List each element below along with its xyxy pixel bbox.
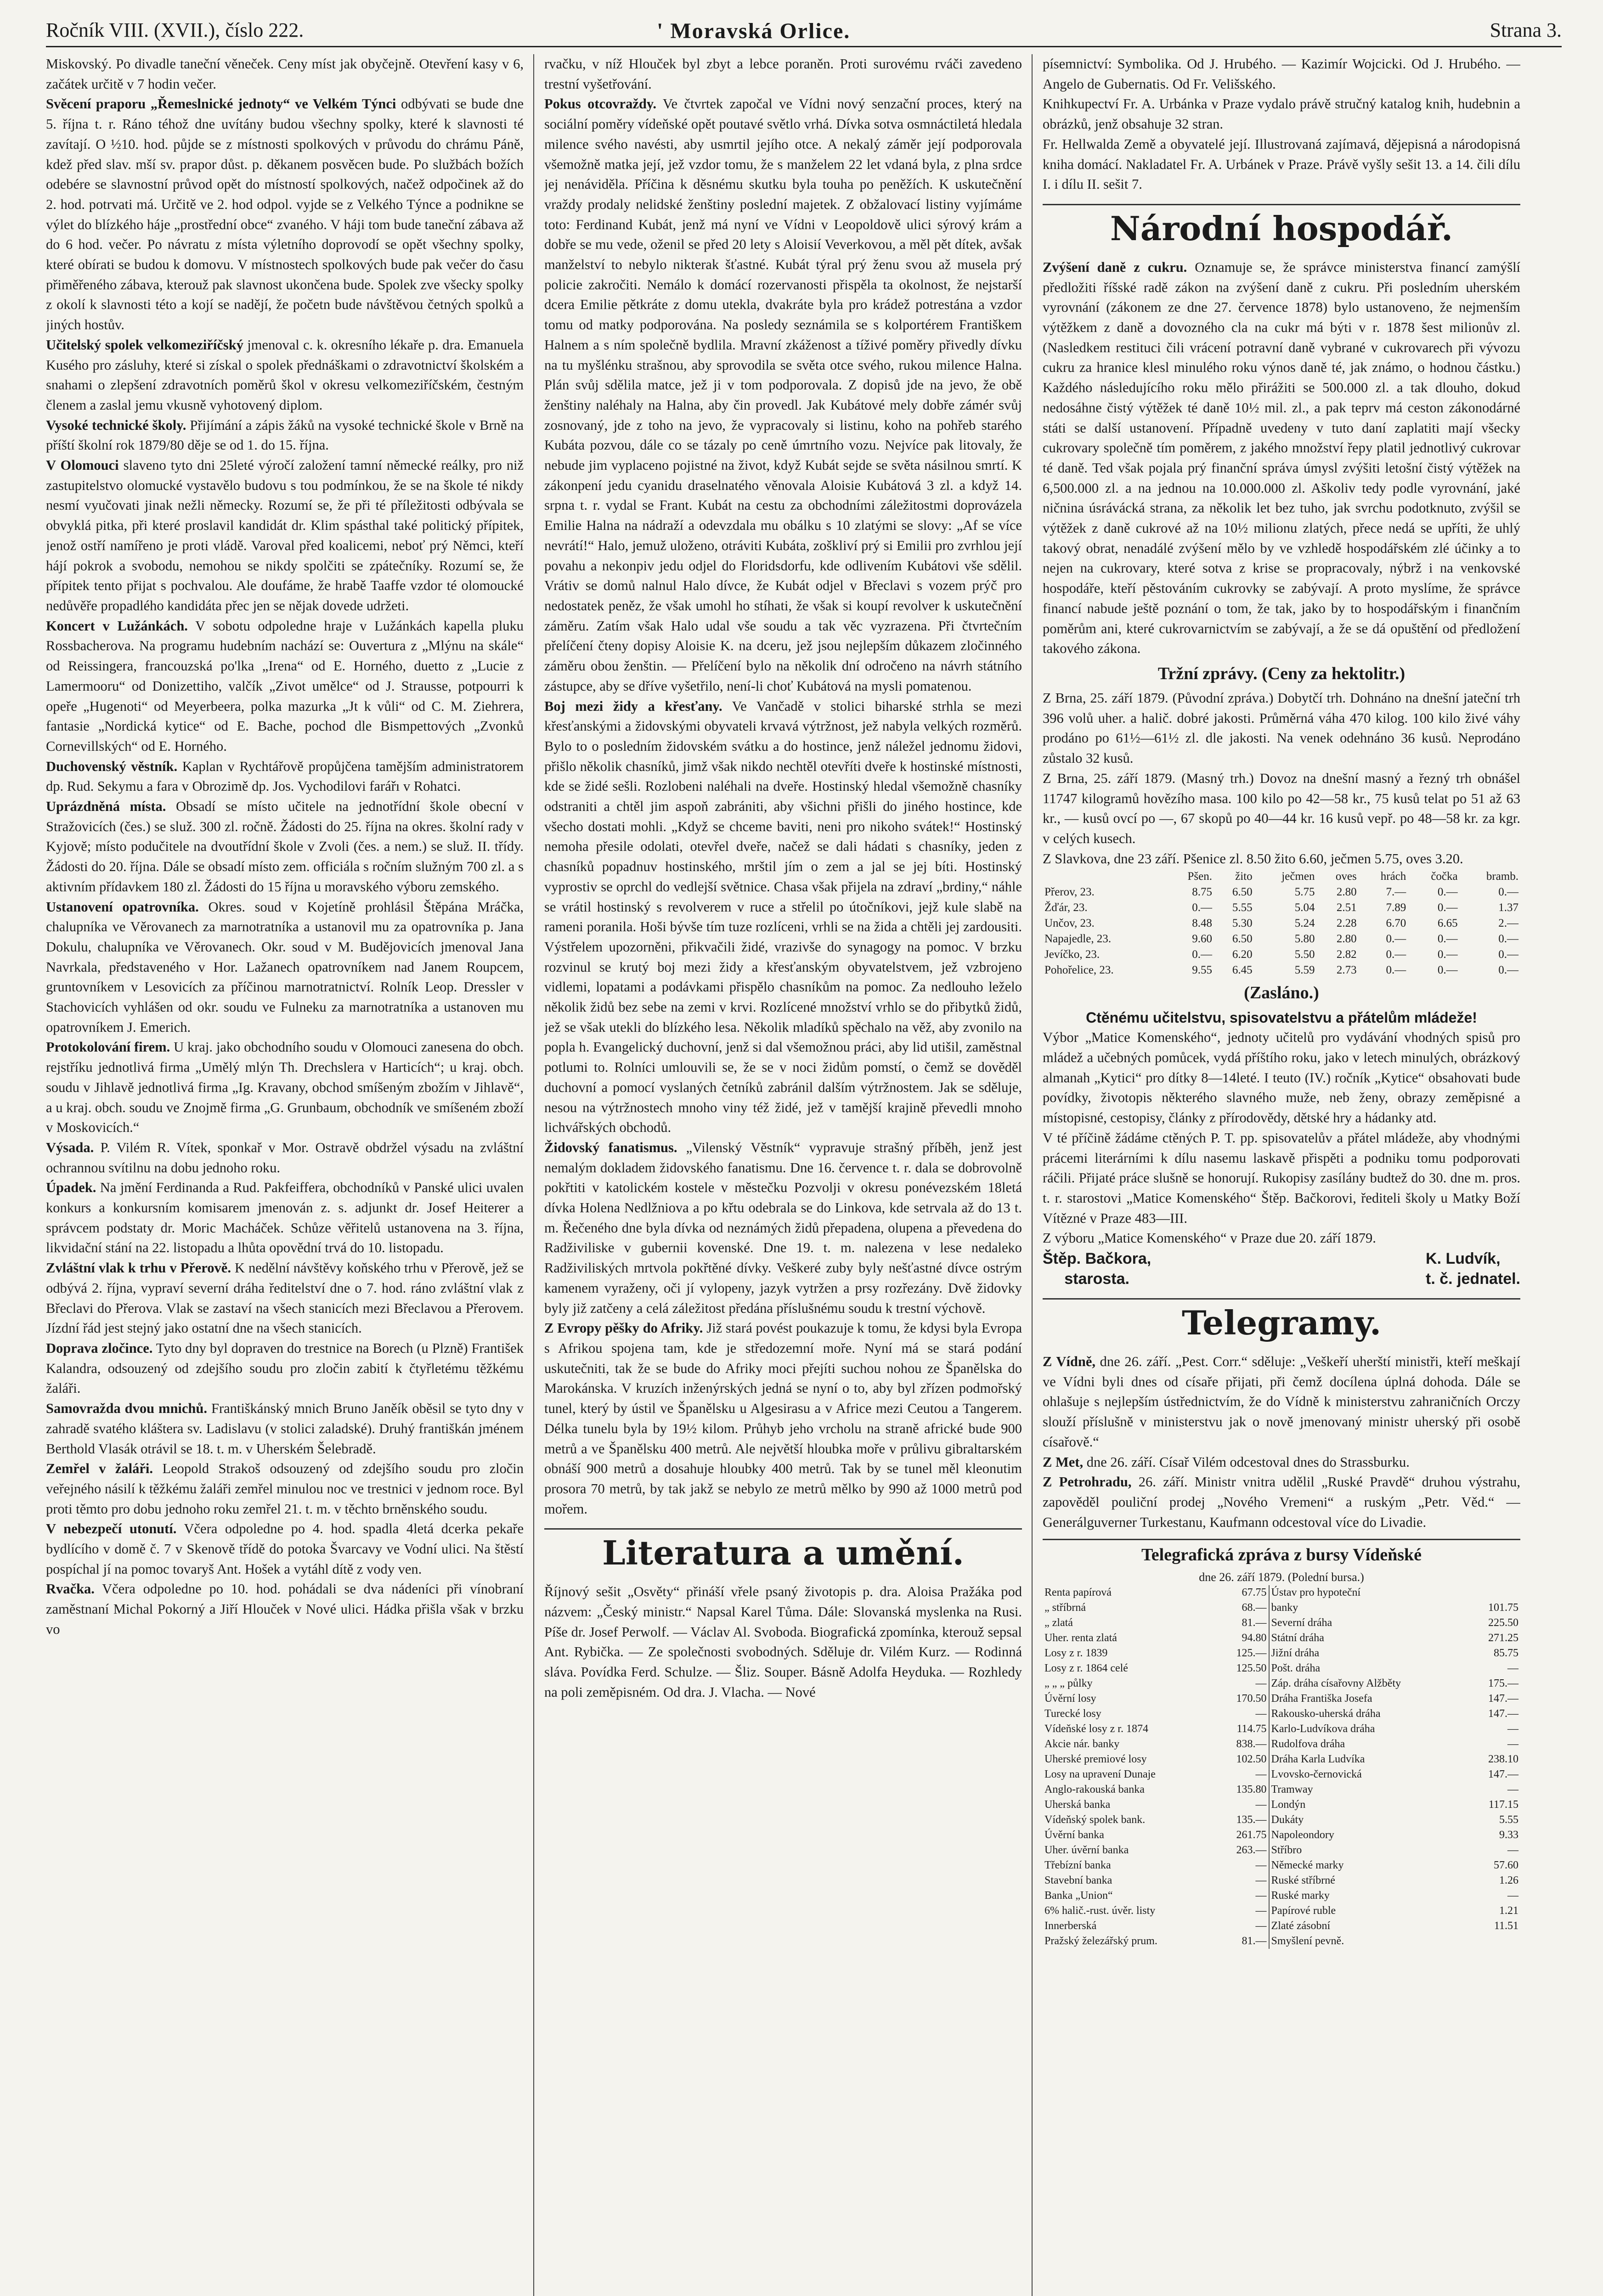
table-cell: Tramway — [1271, 1784, 1313, 1796]
article: Koncert v Lužánkách. V sobotu odpoledne hraje v Lužánkách kapella pluku Rossbacherova. Na programu hudebním nachází se: Ouvertura z „Mlýnu na skále“ od Reissingera, francouzská po'lka „Irena“ od E. Horného, duetto z „Lucie z Lamermooru“ od Donizettiho, valčík „Zivot umělce“ od J. Strausse, potpourri k opeře „Hugenoti“ od Meyerbeera, polka mazurka „Jt k vůli“ od C. M. Ziehrera, fantasie „Nordická kytice“ od E. Bache, pochod dle Bismpettových „Zvonků Cornevillských“ od E. Horného. — [46, 618, 524, 754]
article-title: V nebezpečí utonutí. — [46, 1521, 177, 1537]
table-cell: „ stříbrná — [1044, 1602, 1086, 1614]
table-row — [1043, 1585, 1520, 1600]
article-title: Zemřel v žaláři. — [46, 1461, 153, 1477]
table-row — [1043, 1691, 1520, 1706]
table-row — [1043, 1600, 1520, 1615]
newspaper-title: ' Moravská Orlice. — [657, 19, 851, 43]
article: Protokolování firem. U kraj. jako obchodního soudu v Olomouci zanesena do obch. rejstříku jednotlivá firma „Umělý mlýn Th. Drechslera v Harticích“; u kraj. obch. soudu v Jihlavě jednotlivá firma „Ig. Kravany, obchod smíšeným zbožím v Jihlavě“, a u kraj. obch. soudu ve Znojmě firma „G. Grunbaum, obchodník ve smíšeném zboží v Moskovicích.“ — [46, 1039, 524, 1136]
article-title: Ustanovení opatrovníka. — [46, 899, 199, 915]
table-row — [1043, 1631, 1520, 1646]
market-report: Z Brna, 25. září 1879. (Původní zpráva.) Dobytčí trh. Dohnáno na dnešní jateční trh 396 volů uher. a halič. dobré jakosti. Průměrná váha 470 kilog. 100 kilo živé váhy prodáno po 61½—61½ zl. dle jakosti. Na venek odehnáno 36 kusů. Neprodáno zůstalo 32 kusů. — [1043, 690, 1520, 766]
section-title-telegrams: Telegramy. — [1043, 1298, 1520, 1343]
table-cell: Stříbro — [1271, 1844, 1302, 1857]
table-row — [1043, 962, 1520, 978]
table-cell: Vídeňský spolek bank. — [1044, 1814, 1146, 1826]
table-row — [1043, 1676, 1520, 1691]
table-cell: Uher. renta zlatá — [1044, 1632, 1117, 1644]
table-cell: 6% halič.-rust. úvěr. listy — [1044, 1905, 1156, 1917]
article-title: Boj mezi židy a křesťany. — [544, 698, 722, 714]
table-cell: 1.37 — [1498, 901, 1518, 914]
article: Boj mezi židy a křesťany. Ve Vančadě v stolici biharské strhla se mezi křesťanskými a židovskými obyvateli krvavá výtržnost, jež nabyla velkých rozměrů. Bylo to o posledním židovském svátku a do hostince, jenž náležel jednomu židovi, přišlo několik chasníků, jimž však nikdo nechtěl otevříti dveře k hostinské místnosti, kde se židé sešli. Rozlobeni naléhali na dveře. Hostinský hledal všemožně chasníky odstraniti a chtěl jim aspoň zabrániti, aby všichni přišli do jiného hostince, kde všecho dostati mohli. „Když se chceme baviti, neni pro nikoho svátek!“ Hostinský nemoha přesile odolati, otevřel dveře, načež se dali hádati s chasníky, jeden z chasníků popadnuv hostinského, mrštil jím o zem a jal se jej bíti. Hostinský vyprostiv se oprchl do vedlejší světnice. Chasa však přijela na zdraví „brdiny,“ náhle se vrátil hostinský s revolverem v ruce a střelil po útočníkovi, jejž kule slabě na rameni poranila. Hoši bývše tím tuze rozlíceni, vrhli se na žida a chtěli jej zardousiti. Výstřelem upozorněni, přikvačili židé, vrazivše do synagogy na pomoc. V brzku rozvinul se krutý boj mezi židy a křesťanským obyvatelstvem, jež vzbrojeno vidlemi, lopatami a podávkami přispělo chasníkům na pomoc. Za nedlouho leželo několik židů bez sebe na zemi v krvi. Rozlícené množství vrhlo se do přibytků židů, jež se však utekli do blízkého lesa. Několik mladíků spěchalo na věž, aby zvonilo na popla h. Evangelický duchovní, jenž si dal všemožnou práci, aby lid utišil, zaměstnal potlumi to. Rolníci umlouvili se, že se v noci židům pomstí, o čemž se dověděl duchovní a pomocí vyslaných četníků zabránil dalším výtržnostem. Jak se sděluje, nesou na výtržnostech mnoho viny též židé, jež v tamější krajině převedli mnoho lichvářských obchodů. — [544, 698, 1022, 1136]
table-cell: 147.— — [1488, 1768, 1518, 1781]
telegram-place: Z Met, — [1043, 1454, 1084, 1470]
table-header-cell — [1043, 869, 1166, 884]
zaslano-subtitle: Ctěnému učitelstvu, spisovatelstvu a přátelům mládeže! — [1086, 1009, 1477, 1026]
table-cell: 117.15 — [1488, 1799, 1518, 1811]
table-cell: 225.50 — [1488, 1617, 1518, 1629]
table-cell: 0.— — [1437, 886, 1458, 899]
table-header-cell: bramb. — [1486, 870, 1518, 883]
table-row — [1043, 1858, 1520, 1873]
table-cell: 2.— — [1498, 917, 1518, 930]
article: Zvláštní vlak k trhu v Přerově. K nedělní návštěvy koňského trhu v Přerově, jež se odbývá 2. října, vypraví severní dráha ředitelství dne o 7. hod. ráno zvláštní vlak z Břeclavi do Přerova. Vlak se zastaví na všech stanicích mezi Břeclavou a Přerovem. Jízdní řád jest stejný jako ostatní dne na všech stanicích. — [46, 1260, 524, 1336]
table-cell: Třebízní banka — [1044, 1859, 1111, 1872]
article-title: Pokus otcovraždy. — [544, 96, 657, 112]
table-cell: Napoleondory — [1271, 1829, 1334, 1841]
table-cell: Uherské premiové losy — [1044, 1753, 1147, 1766]
table-cell: 170.50 — [1217, 1691, 1269, 1706]
table-cell: 1.26 — [1499, 1874, 1518, 1887]
bourse-subtitle: dne 26. září 1879. (Polední bursa.) — [1199, 1570, 1364, 1584]
table-cell: — — [1217, 1888, 1269, 1903]
table-row — [1043, 1888, 1520, 1903]
article: V té příčině žádáme ctěných P. T. pp. spisovatelův a přátel mládeže, aby vhodnými prácemi literárními k dílu nasemu laskavě přispěti a podniku tomu podporovati ráčili. Přijaté práce slušně se honorují. Rukopisy zasílány budtež do 30. dne m. pros. t. r. starostovi „Matice Komenského“ Štěp. Bačkorovi, řediteli školy u Matky Boží Vítězné v Praze 483—III. — [1043, 1130, 1520, 1226]
table-cell: 125.50 — [1217, 1661, 1269, 1676]
table-cell: 0.— — [1386, 948, 1406, 961]
article-title: Samovražda dvou mnichů. — [46, 1401, 207, 1417]
table-cell: 1.21 — [1499, 1905, 1518, 1917]
table-row — [1043, 1934, 1520, 1949]
table-cell: 2.82 — [1336, 948, 1357, 961]
table-row — [1043, 1919, 1520, 1934]
article: Duchovenský věstník. Kaplan v Rychtářově propůjčena tamějším administratorem dp. Rud. Sekymu a fara v Obrozimě dp. Jos. Vychodilovi farářı v Rohatci. — [46, 758, 524, 794]
telegram: Z Met, dne 26. září. Císař Vilém odcestoval dnes do Strassburku. — [1043, 1454, 1410, 1470]
table-cell: 2.28 — [1336, 917, 1357, 930]
column-rule — [533, 54, 534, 2296]
article: Pokus otcovraždy. Ve čtvrtek započal ve Vídni nový senzační proces, který na sociální poměry vídeňské opět poutavé světlo vrhá. Dívka sotva osmnáctiletá hledala milence svého navésti, aby usmrtil jejího otce. A nekalý záměr její podporovala všemožně matka její, jež vzdor tomu, že s manželem 22 let vdaná byla, z plna srdce jej nenáviděla. Příčina k děsnému skutku byla touha po peněžích. K uskutečnění vraždy prodaly nelidské ženštiny poslední majetek. Z obžalovací listiny vyjímáme toto: Ferdinand Kubát, jenž má nyní ve Vídni v Leopoldově ulici sýrový krám a dobře se mu vede, oženil se před 20 lety s Aloisií Veverkovou, a měl pět dítek, avšak manželství to nebylo nikterak šťastné. Kubát týral prý ženu svou až musela prý policie zakročiti. Nemálo k domácí rozervanosti přispěla ta okolnost, že nejstarší dcera Emilie pětkráte z domu utekla, dvakráte byla pro krádež potrestána a vzdor tomu od matky podporována. Na posledy seznámila se s kolportérem Františkem Halnem a s ním společně bydlila. Mravní zkáženost a tíživé poměry přivedly dívku na tu myšlénku strašnou, aby sprovodila se světa otce svého, rukou milence Halna. Plán svůj sdělila matce, jež ji v tom podporovala. Z dopisů jde na jevo, že obě ženštiny naléhaly na Halna, aby čin provedl. Jak Kubátové mely dobře zámér svůj zosnovaný, jde z toho na jevo, že vypracovaly si listinu, koho na pohřeb starého Kubáta pozvou, dále co se tázaly po ceně úmrtního vozu. Nejvíce pak litovaly, že nebude jim vyplaceno pojistné na život, když Kubát sejde se světa násilnou smrtí. K zákonpení jedu cyanidu draselnatého věnovala Aloisie Kubátová 3 zl. a když 14. srpna t. r. vydal se Frant. Kubát na cestu za obchodními záležitostmi doprovázela Emilie Halna na nádraží a odevzdala mu obálku s 10 zlatými se slovy: „Af se více nevrátí!“ Halo, jemuž uloženo, otráviti Kubáta, zoškliví prý si Emilii pro zvrhlou její povahu a nekonpiv jedu odjel do Floridsdorfu, kde odlivením Kubátovi vše sdělil. Vrátiv se domů nalnul Halo dívce, že Kubát odjel v Břeclavi s vozem prýč pro nedostatek peněz, že však umohl ho stíhati, že však si koupí revolver k uskutečnění záměru. Zatím však Halo udal vše soudu a tak věc vyzrazena. Při čtvrtečním přelíčení čteny dopisy Aloisie K. na dceru, jež jsou nejlepším důkazem zločinného záměru obou ženštin. — Přelíčení bylo na několik dní odročeno na návrh státního zástupce, aby se dříve vyšetřilo, není-li choť Kubátová na mysli pomatenou. — [544, 96, 1022, 694]
table-cell: — — [1217, 1676, 1269, 1691]
table-cell: 9.55 — [1192, 964, 1212, 977]
table-cell: 0.— — [1437, 964, 1458, 977]
table-cell: Innerberská — [1044, 1920, 1097, 1932]
table-cell: 0.— — [1437, 933, 1458, 945]
article: Říjnový sešit „Osvěty“ přináší vřele psaný životopis p. dra. Aloisa Pražáka pod názvem: „Český ministr.“ Napsal Karel Tůma. Dále: Slovanská myslenka na Rusi. Píše dr. Josef Perwolf. — Václav Al. Svoboda. Biografická zpomínka, kterouž sepsal Ant. Rybička. — Ze společnosti svobodných. Sděluje dr. Vilém Kurz. — Rodinná sláva. Povídka Ferd. Schulze. — Šliz. Souper. Básně Adolfa Heyduka. — Rozhledy na poli zeměpisném. Od dra. J. Vlacha. — Nové — [544, 1584, 1022, 1700]
table-header-cell: Pšen. — [1187, 870, 1212, 883]
table-cell: 2.51 — [1336, 901, 1357, 914]
table-row — [1043, 947, 1520, 962]
table-cell: „ „ „ půlky — [1044, 1677, 1093, 1690]
table-cell: 114.75 — [1217, 1722, 1269, 1737]
table-cell: Dukáty — [1271, 1814, 1304, 1826]
article-title: Zvláštní vlak k trhu v Přerově. — [46, 1260, 231, 1276]
table-cell: Papírové ruble — [1271, 1905, 1336, 1917]
bourse-title: Telegrafická zpráva z bursy Vídeňské — [1043, 1539, 1520, 1567]
table-cell: 8.75 — [1192, 886, 1212, 899]
table-cell: 0.— — [1498, 964, 1518, 977]
table-cell: 0.— — [1386, 964, 1406, 977]
table-cell: 238.10 — [1488, 1753, 1518, 1766]
article: Vysoké technické školy. Přijímání a zápis žáků na vysoké technické škole v Brně na příští školní rok 1879/80 děje se od 1. do 15. října. — [46, 417, 524, 453]
table-row — [1043, 916, 1520, 931]
market-report: Z Slavkova, dne 23 září. Pšenice zl. 8.50 žito 6.60, ječmen 5.75, oves 3.20. — [1043, 850, 1463, 867]
article: písemnictví: Symbolika. Od J. Hrubého. — Kazimír Wojcicki. Od J. Hrubého. — Angelo de Gubernatis. Od Fr. Velišského. — [1043, 56, 1520, 92]
table-cell: 6.45 — [1232, 964, 1253, 977]
table-cell: Dráha Františka Josefa — [1271, 1693, 1372, 1705]
table-cell: 2.80 — [1336, 886, 1357, 899]
table-cell: Akcie nár. banky — [1044, 1738, 1120, 1750]
table-cell: — — [1507, 1662, 1518, 1675]
table-row — [1043, 1767, 1520, 1782]
article-title: Duchovenský věstník. — [46, 758, 178, 774]
table-cell: 5.59 — [1294, 964, 1315, 977]
table-cell: Lvovsko-černovická — [1271, 1768, 1362, 1781]
table-cell: 5.55 — [1232, 901, 1253, 914]
page-number: Strana 3. — [1490, 19, 1562, 41]
table-cell: 0.— — [1498, 933, 1518, 945]
table-cell — [1469, 1585, 1520, 1600]
table-cell: Turecké losy — [1044, 1708, 1101, 1720]
table-cell: Napajedle, 23. — [1044, 933, 1112, 945]
table-header-cell: hrách — [1380, 870, 1406, 883]
column-2 — [544, 54, 1022, 2296]
table-cell: 0.— — [1192, 948, 1212, 961]
table-cell: Banka „Union“ — [1044, 1890, 1113, 1902]
article: Úpadek. Na jmění Ferdinanda a Rud. Pakfeiffera, obchodníků v Panské ulici uvalen konkurs a konkursním komisarem jmenován z. s. adjunkt dr. Josef Heiterer a správcem podstaty dr. Moric Macháček. Schůze věřitelů ustanovena na 3. října, likvidační stání na 22. listopadu a lhůta opovědní trvá do 10. listopadu. — [46, 1180, 524, 1256]
table-cell: Smyšlení pevně. — [1271, 1935, 1344, 1947]
table-row — [1043, 1812, 1520, 1828]
signatures — [1043, 1249, 1520, 1289]
article-title: Výsada. — [46, 1139, 94, 1155]
table-cell: 135.80 — [1217, 1782, 1269, 1797]
table-row — [1043, 1782, 1520, 1797]
article-title: Svěcení praporu „Řemeslnické jednoty“ ve Velkém Týnci — [46, 96, 396, 112]
table-cell: 5.30 — [1232, 917, 1253, 930]
table-cell: 0.— — [1498, 886, 1518, 899]
table-cell: 81.— — [1217, 1615, 1269, 1631]
table-cell: Zlaté zásobní — [1271, 1920, 1331, 1932]
table-cell: 6.70 — [1386, 917, 1406, 930]
table-header-cell: ječmen — [1281, 870, 1315, 883]
table-row — [1043, 1722, 1520, 1737]
article: Výbor „Matice Komenského“, jednoty učitelů pro vydávání vhodných spisů pro mládež a učebných pomůcek, vydá příštího roku, jako v letech minulých, obrázkový almanah „Kytici“ pro dítky 8—14leté. I teuto (IV.) ročník „Kytice“ obsahovati bude povídky, životopis některého slavného muže, neb ženy, obrazy zeměpisné a místopisné, cestopisy, články z přírodovědy, dětské hry a hádanky atd. — [1043, 1030, 1520, 1126]
table-cell: 2.80 — [1336, 933, 1357, 945]
table-cell: Losy z r. 1839 — [1044, 1647, 1108, 1660]
table-cell: Uherská banka — [1044, 1799, 1111, 1811]
table-cell: Renta papírová — [1044, 1587, 1112, 1599]
table-cell: „ zlatá — [1044, 1617, 1073, 1629]
table-cell: Úvěrní losy — [1044, 1693, 1096, 1705]
table-row — [1043, 1797, 1520, 1812]
table-cell: 67.75 — [1217, 1585, 1269, 1600]
table-cell: 175.— — [1488, 1677, 1518, 1690]
column-1 — [46, 54, 524, 2296]
table-cell: Losy z r. 1864 celé — [1044, 1662, 1128, 1675]
article: Z výboru „Matice Komenského“ v Praze due 20. září 1879. — [1043, 1230, 1376, 1246]
table-cell: — — [1507, 1738, 1518, 1750]
table-cell: 5.55 — [1499, 1814, 1518, 1826]
table-row — [1043, 1873, 1520, 1888]
table-cell: 6.20 — [1232, 948, 1253, 961]
table-cell: Losy na upravení Dunaje — [1044, 1768, 1156, 1781]
table-cell: 5.50 — [1294, 948, 1315, 961]
section-title-economy: Národní hospodář. — [1043, 204, 1520, 248]
article-title: Zvýšení daně z cukru. — [1043, 259, 1187, 275]
column-rule — [1032, 54, 1033, 2296]
article: Ustanovení opatrovníka. Okres. soud v Kojetíně prohlásil Štěpána Mráčka, chalupníka ve Věrovanech za marnotratníka a ustanovil mu za opatrovníka p. Jana Dokulu, chalupníka ve Věrovanech. Okr. soud v M. Budějovicích jmenoval Jana Navrkala, představeného v Hor. Lažanech opatrovníkem nad Janem Roupcem, gruntovníkem v Lesovicích za příčinou marnotratnictví. Rolník Leop. Dressler v Stachovicích vyhlášen od okr. soudu ve Fulneku za marnotratníka a ustanoven mu opatrovníkem J. Emerich. — [46, 899, 524, 1035]
table-row — [1043, 884, 1520, 900]
table-cell: 8.48 — [1192, 917, 1212, 930]
grain-price-table — [1043, 869, 1520, 978]
table-cell: 0.— — [1437, 901, 1458, 914]
article: Miskovský. Po divadle taneční věneček. Ceny míst jak obyčejně. Otevření kasy v 6, začátek určitě v 7 hodin večer. — [46, 56, 524, 92]
table-cell: Ústav pro hypoteční — [1271, 1587, 1361, 1599]
article-title: Rvačka. — [46, 1581, 95, 1597]
table-cell: 68.— — [1217, 1600, 1269, 1615]
article: Samovražda dvou mnichů. Františkánský mnich Bruno Janěík oběsil se tyto dny v zahradě svatého kláštera sv. Ladislavu (v stolici zaladské). Druhý františkán jménem Berthold Vlasák otrávil se 18. t. m. v Uherském Šelebradě. — [46, 1401, 524, 1457]
table-row — [1043, 1903, 1520, 1919]
table-cell: Žďár, 23. — [1044, 901, 1088, 914]
table-cell: 102.50 — [1217, 1752, 1269, 1767]
table-cell: 5.04 — [1294, 901, 1315, 914]
telegram-place: Z Vídně, — [1043, 1354, 1096, 1370]
table-cell: 271.25 — [1488, 1632, 1518, 1644]
telegram: Z Petrohradu, 26. září. Ministr vnitra udělil „Ruské Pravdě“ druhou výstrahu, zapověděl pouliční prodej „Nového Vremeni“ a ruským „Petr. Věd.“ — Generálguverner Turkestanu, Kaufmann odcestoval více do Livadie. — [1043, 1474, 1520, 1530]
article: Výsada. P. Vilém R. Vítek, sponkař v Mor. Ostravě obdržel výsadu na zvláštní ochrannou svítilnu na dobu jednoho roku. — [46, 1139, 524, 1176]
table-cell: — — [1217, 1919, 1269, 1934]
table-cell: — — [1507, 1723, 1518, 1735]
table-cell: 263.— — [1217, 1843, 1269, 1858]
table-cell: 94.80 — [1217, 1631, 1269, 1646]
article-title: Z Evropy pěšky do Afriky. — [544, 1320, 703, 1336]
table-cell: 57.60 — [1494, 1859, 1518, 1872]
page-header — [46, 18, 1562, 47]
table-cell: 0.— — [1498, 948, 1518, 961]
table-cell: Anglo-rakouská banka — [1044, 1784, 1145, 1796]
table-cell: Německé marky — [1271, 1859, 1344, 1872]
telegram-place: Z Petrohradu, — [1043, 1474, 1132, 1490]
table-cell: 85.75 — [1494, 1647, 1518, 1660]
article: Fr. Hellwalda Země a obyvatelé její. Illustrovaná zajímavá, dějepisná a národopisná kniha domácí. Nakladatel Fr. A. Urbánek v Praze. Právě vyšly sešit 13. a 14. čili dílu I. i dílu II. sešit 7. — [1043, 136, 1520, 192]
article: Rvačka. Včera odpoledne po 10. hod. pohádali se dva nádeníci při vínobraní zaměstnaní Michal Pokorný a Jiří Hlouček v Nové ulici. Hádka přišla však v brzku vo — [46, 1581, 524, 1637]
table-row — [1043, 1615, 1520, 1631]
article: V Olomouci slaveno tyto dni 25leté výročí založení tamní německé reálky, pro niž zastupitelstvo olomucké vystavělo budovu s tou podmínkou, že se na škole té nikdy nesmí vyučovati jinak nežli německy. Rozumí se, že při té příležitosti odbývala se obvyklá pitka, při které proslavil kandidát dr. Klim spásthal také politický přípitek, jenož ostří namířeno je proti vládě. Varoval před koalicemi, neboť prý Němci, kteří hájí pokrok a svobodu, nemohou se nikdy spolčiti se zpátečníky. Rozumí se, že přípitek tento přijat s pochvalou. Ale doufáme, že hrabě Taaffe vzdor té olomoucké nedůvěře propadlého kandidáta přec jen se nějak dovede udržeti. — [46, 457, 524, 613]
table-cell: banky — [1271, 1602, 1298, 1614]
table-cell: Pošt. dráha — [1271, 1662, 1321, 1675]
article-title: Učitelský spolek velkomeziříčský — [46, 337, 243, 353]
table-cell: 2.73 — [1336, 964, 1357, 977]
table-cell: 7.— — [1386, 886, 1406, 899]
signatory-name: K. Ludvík, — [1426, 1250, 1501, 1268]
table-cell: 11.51 — [1494, 1920, 1518, 1932]
article: Z Evropy pěšky do Afriky. Již stará povést poukazuje k tomu, že kdysi byla Evropa s Afrikou spojena tam, kde je středozemní moře. Nyní má se stará podání uskutečniti, tak že se bude do Afriky moci přejíti suchou nohou ze Španělska do Marokánska. V kruzích inženýrských jedná se nyní o to, aby byl zřízen podmořský tunel, který by ústil ve Španělsku u Algesirasu a v Africe mezi Ceutou a Tangerem. Délka tunelu byla by 19½ kilom. Průhyb jeho vrcholu na straně africké bude 900 metrů a ve Španělsku 400 metrů. Ale největší hloubka moře v průlivu gibraltarském obnáší 900 metrů a dosahuje hloubky 400 metrů. Tak by se tunel měl kleonutim prosora 70 metrů, by tak jakž se nebylo ze metrů mělko by 990 až 1000 metrů pod mořem. — [544, 1320, 1022, 1517]
table-header — [1043, 869, 1520, 884]
column-3 — [1043, 54, 1520, 2296]
table-cell: Dráha Karla Ludvíka — [1271, 1753, 1365, 1766]
article-title: Židovský fanatismus. — [544, 1139, 677, 1155]
article: Svěcení praporu „Řemeslnické jednoty“ ve Velkém Týnci odbývati se bude dne 5. října t. r. Ráno téhož dne uvítány budou všechny spolky, které k slavnosti té zavítají. O ½10. hod. půjde se z místnosti spolkových v průvodu do chrámu Páně, kdež před slav. mší sv. prapor důst. p. děkanem posvěcen bude. Po službách božích odebére se slavnostní průvod opět do místností spolkových, načež odpočinek až do 2. hod. potrvati má. Určitě ve 2. hod odpol. vyjde se z Velkého Týnce a podnikne se výlet do blízkého háje „prostřední obce“ zvaného. V háji tom bude taneční zábava až do 6 hod. večer. Po návratu z místa výletního doprovodí se opět všechny spolky, které obírati se budou k domovu. V místnostech spolkových bude pak večer do času přiměřeného zábava, kterouž pak slavnost ukončena bude. Spolek zve všecky spolky z okolí k slavnosti této a kojí se nadějí, že početn bude návštěvou četných spolků a jiných hostův. — [46, 96, 524, 333]
table-cell: — — [1217, 1706, 1269, 1722]
article-title: Koncert v Lužánkách. — [46, 618, 188, 634]
table-cell: 147.— — [1488, 1708, 1518, 1720]
table-cell: — — [1507, 1890, 1518, 1902]
table-row — [1043, 1706, 1520, 1722]
table-cell: 838.— — [1217, 1737, 1269, 1752]
table-cell: 261.75 — [1217, 1828, 1269, 1843]
zaslano-title: (Zasláno.) — [1244, 983, 1319, 1003]
article-title: Vysoké technické školy. — [46, 417, 186, 433]
table-cell: Uher. úvěrní banka — [1044, 1844, 1129, 1857]
article-title: Uprázdněná místa. — [46, 799, 166, 815]
table-cell: Ruské stříbrné — [1271, 1874, 1335, 1887]
article: Židovský fanatismus. „Vilenský Věstník“ vypravuje strašný příběh, jenž jest nemalým dokladem židovského fanatismu. Dne 16. července t. r. dala se dobrovolně pokřtiti v katolickém kostele v městečku Pozvolji v okresu ponévezském 18letá dívka Holena Nedlžniova a po křtu odebrala se do Linkova, kde setrvala až do 13 t. m. Řečeného dne byla dívka od neznámých židů přepadena, olupena a převedena do Radživiliske v gubernii kovenské. Dne 19. t. m. nalezena v lese nedaleko Radživiliských mrtvola pokřtěné dívky. Veškeré zuby byly nešťastné dívce ostrým kamenem vyraženy, oči jí vylopeny, jazyk vytržen a prsy rozřezány. Dvě židovky byly již zatčeny a celá záležitost předána příslušnému soudu k trestní výchově. — [544, 1139, 1022, 1316]
table-cell: — — [1217, 1797, 1269, 1812]
article: Knihkupectví Fr. A. Urbánka v Praze vydalo právě stručný katalog knih, hudebnin a obrázků, jenž obsahuje 32 stran. — [1043, 96, 1520, 132]
table-cell: Severní dráha — [1271, 1617, 1332, 1629]
table-cell: Rakousko-uherská dráha — [1271, 1708, 1381, 1720]
table-cell: Rudolfova dráha — [1271, 1738, 1345, 1750]
table-cell: 9.60 — [1192, 933, 1212, 945]
table-cell: Stavební banka — [1044, 1874, 1112, 1887]
table-header-cell: žito — [1235, 870, 1253, 883]
table-cell: 81.— — [1217, 1934, 1269, 1949]
table-cell: Přerov, 23. — [1044, 886, 1095, 899]
table-cell: 5.80 — [1294, 933, 1315, 945]
table-cell: Státní dráha — [1271, 1632, 1324, 1644]
market-reports-title: Tržní zprávy. (Ceny za hektolitr.) — [1157, 664, 1405, 683]
table-cell: 135.— — [1217, 1812, 1269, 1828]
article-title: V Olomouci — [46, 457, 119, 473]
table-header-cell: čočka — [1431, 870, 1458, 883]
article: Učitelský spolek velkomeziříčský jmenoval c. k. okresního lékaře p. dra. Emanuela Kusého pro zásluhy, které si získal o spolek přednáškami o zdravotnictví školském a snahami o zlepšení zdravotních poměrů škol v okresu velkomeziříčském, čestným členem a zaslal jemu vkusně vyhotovený diplom. — [46, 337, 524, 413]
article: V nebezpečí utonutí. Včera odpoledne po 4. hod. spadla 4letá dcerka pekaře bydlícího v domě č. 7 v Skenově třídě do potoka Švarcavy ve Vodní ulici. Na štěstí pospíchal jí na pomoc tovaryš Ant. Hošek a vytáhl dítě z vody ven. — [46, 1521, 524, 1577]
article: rvačku, v níž Hlouček byl zbyt a lebce poraněn. Proti surovému rváči zavedeno trestní vyšetřování. — [544, 56, 1022, 92]
table-row — [1043, 1737, 1520, 1752]
article: Uprázdněná místa. Obsadí se místo učitele na jednotřídní škole obecní v Stražovicích (čes.) se služ. 300 zl. ročně. Žádosti do 25. října na okres. školní rady v Kyjově; místo podučitele na dvoutřídní škole v Zvoli (čes. a nem.) se služ. II. třídy. Žádosti do 20. října. Dále se obsadí místo zem. officiála s ročním služným 700 zl. a s aktivním přídavkem 180 zl. Žádosti do 15 října u moravského výboru zemského. — [46, 799, 524, 895]
table-cell: 7.89 — [1386, 901, 1406, 914]
table-cell: Pohořelice, 23. — [1044, 964, 1114, 977]
table-row — [1043, 1828, 1520, 1843]
table-row — [1043, 1661, 1520, 1676]
table-cell — [1469, 1934, 1520, 1949]
bourse-table — [1043, 1585, 1520, 1949]
table-cell: Vídeňské losy z r. 1874 — [1044, 1723, 1148, 1735]
article: Doprava zločince. Tyto dny byl dopraven do trestnice na Borech (u Plzně) František Kalandra, odsouzený od zdejšího soudu pro zločin zabití k čtyřletému těžkému žaláři. — [46, 1340, 524, 1396]
table-cell: — — [1507, 1784, 1518, 1796]
table-cell: — — [1217, 1873, 1269, 1888]
article-title: Protokolování firem. — [46, 1039, 170, 1055]
table-cell: Pražský železářský prum. — [1044, 1935, 1157, 1947]
table-cell: 9.33 — [1499, 1829, 1518, 1841]
table-cell: Londýn — [1271, 1799, 1306, 1811]
table-cell: 0.— — [1386, 933, 1406, 945]
table-cell: 6.50 — [1232, 933, 1253, 945]
article: Zemřel v žaláři. Leopold Strakoš odsouzený od zdejšího soudu pro zločin veřejného násilí k těžkému žaláři zemřel minulou noc ve trestnici v jednom roce. Byl proti těmto pro dobu jednoho roku zemřel 21. t. m. v těchto brněnského soudu. — [46, 1461, 524, 1517]
table-cell: Jižní dráha — [1271, 1647, 1320, 1660]
telegram: Z Vídně, dne 26. září. „Pest. Corr.“ sděluje: „Veškeří uherští ministři, kteří meškají ve Vídni byli dnes od císaře přijati, při čemž docílena úplná dohoda. Dále se ohlašuje s nejlepším ústřednictvím, že do Vídně k ministerstvu zahraničních Orczy slouží příslušně v ministerstvu jak o nově jmenovaný ministr uherský při osobě císařově.“ — [1043, 1354, 1520, 1450]
table-cell: 6.50 — [1232, 886, 1253, 899]
table-row — [1043, 1752, 1520, 1767]
table-cell: 5.24 — [1294, 917, 1315, 930]
article: Zvýšení daně z cukru. Oznamuje se, že správce ministerstva financí zamýšlí předložiti říšské radě zákon na zvýšení daně z cukru. Při posledním uherském vyrovnání (zákonem ze dne 27. července 1878) bylo ustanoveno, že nejmenším výtěžkem z daně a dovozného cla na cukr má býti v r. 1878 šest milionův zl. (Nasledkem restituci čili vrácení potravní daně vybrané v cukrovarech při vývozu cukru za hranice klesl minulého roku výnos daně té, jak známo, o hodnou částku.) Každého následujícího roku mělo přirážiti se 500.000 zl. a tak dlouho, dokud nedosáhne čistý výtěžek té daně 10½ mil. zl., a pak teprv má ceston zákonodárné státi se další ustanovení. Případně uvedeny v tuto daní zaplatiti mají všecky cukrovary společně tím poměrem, z jakého množství řepy platil jednotlivý cukrovar té daně. Ted však pojala prý finanční správa úmysl zvýšiti letošní čistý výtěžek na 6,500.000 zl. a na jednou na 10.000.000 zl. Aškoliv tedy podle vyrovnání, jaké ničnina úsrávácká strana, za několik let bez tuho, jak svrchu podotknuto, zvýšil se výtěžek z daně cukrové až na 10½ milionu zlatých, přece nedá se upříti, že uhlý takový obrat, nenadálé zvýšení mělo by ve vzhledě hospodářském zlé účinky a to nejen na cukrovary, které sotva z krise se propracovaly, nýbrž i na venkovské hospodáře, kteří pěstováním cukrovky se zabývají. A proto myslíme, že správce financí nabude ještě poznání o tom, že tak, jako by to hospodářským i finančním poměrům ani, které cukrovarnictvím se zabývají, a že se dá opuštění od předložení takového zákona. — [1043, 259, 1520, 657]
table-cell: Úvěrní banka — [1044, 1829, 1104, 1841]
signatory-role: starosta. — [1064, 1270, 1129, 1288]
table-cell: 147.— — [1488, 1693, 1518, 1705]
table-cell: — — [1217, 1903, 1269, 1919]
volume-issue: Ročník VIII. (XVII.), číslo 222. — [46, 19, 304, 41]
article-title: Úpadek. — [46, 1180, 96, 1196]
table-cell: Jevíčko, 23. — [1044, 948, 1100, 961]
signatory-role: t. č. jednatel. — [1426, 1270, 1520, 1288]
table-cell: 125.— — [1217, 1646, 1269, 1661]
table-cell: 5.75 — [1294, 886, 1315, 899]
table-row — [1043, 900, 1520, 916]
table-cell: Ruské marky — [1271, 1890, 1330, 1902]
table-header-cell: oves — [1335, 870, 1357, 883]
table-cell: — — [1507, 1844, 1518, 1857]
table-cell: Unčov, 23. — [1044, 917, 1095, 930]
table-cell: — — [1217, 1767, 1269, 1782]
table-cell: 0.— — [1192, 901, 1212, 914]
section-title-literature: Literatura a umění. — [544, 1528, 1022, 1573]
market-report: Z Brna, 25. září 1879. (Masný trh.) Dovoz na dnešní masný a řezný trh obnášel 11747 kilogramů hovězího masa. 100 kilo po 42—58 kr., 75 kusů telat po 51 až 63 kr., — kusů ovcí po —, 67 skopů po 40—44 kr. 16 kusů vepř. po 48—58 kr. za kgr. v celých kusech. — [1043, 770, 1520, 846]
table-cell: — — [1217, 1858, 1269, 1873]
table-cell: 0.— — [1437, 948, 1458, 961]
article-title: Doprava zločince. — [46, 1340, 153, 1356]
table-row — [1043, 1646, 1520, 1661]
table-cell: Karlo-Ludvíkova dráha — [1271, 1723, 1375, 1735]
table-row — [1043, 1843, 1520, 1858]
table-cell: 6.65 — [1437, 917, 1458, 930]
table-cell: Záp. dráha císařovny Alžběty — [1271, 1677, 1401, 1690]
table-row — [1043, 931, 1520, 947]
table-cell: 101.75 — [1488, 1602, 1518, 1614]
signatory-name: Štěp. Bačkora, — [1043, 1250, 1151, 1268]
